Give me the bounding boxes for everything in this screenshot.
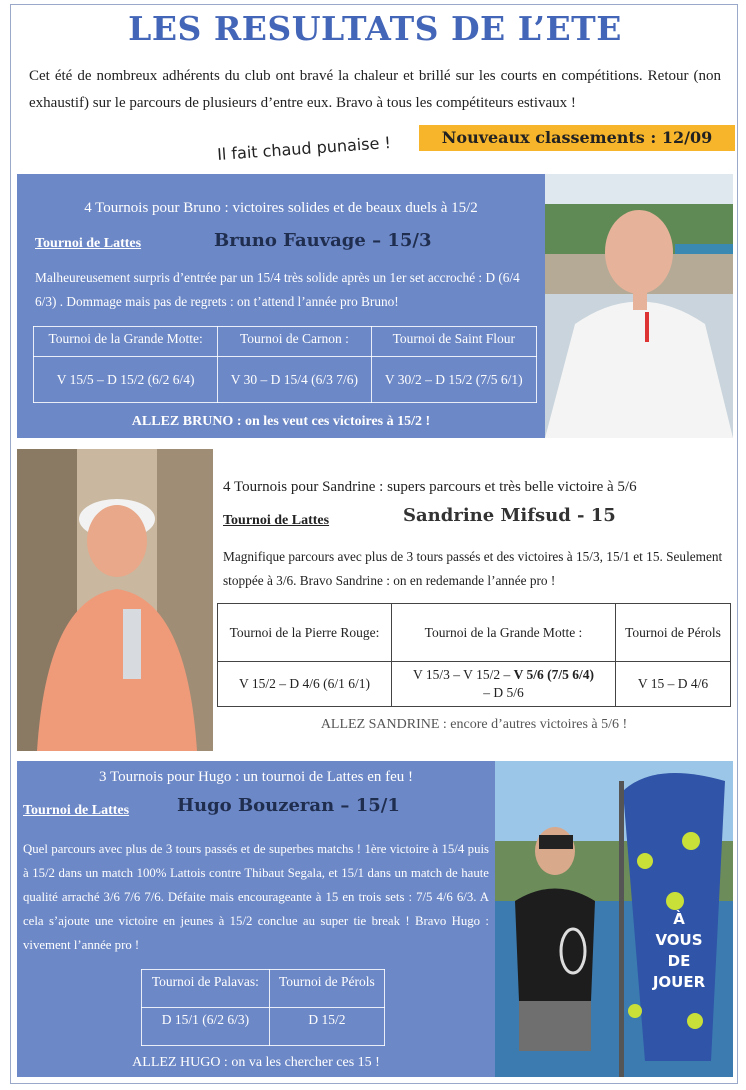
- table-row: [142, 970, 385, 1008]
- new-rankings-badge: Nouveaux classements : 12/09: [419, 125, 735, 151]
- table-cell-multi: [392, 662, 616, 707]
- table-header: Tournoi de Pérols: [269, 970, 384, 1008]
- sandrine-name: Sandrine Mifsud - 15: [403, 505, 616, 526]
- bruno-cheer: ALLEZ BRUNO : on les veut ces victoires à 15/2 !: [131, 414, 431, 429]
- handwritten-note: Il fait chaud punaise !: [216, 132, 392, 165]
- sandrine-results-table: [217, 603, 731, 707]
- bruno-results-table: [33, 326, 537, 403]
- table-row: [218, 604, 731, 662]
- sandrine-cheer: ALLEZ SANDRINE : encore d’autres victoires à 5/6 !: [320, 717, 628, 732]
- hugo-name: Hugo Bouzeran – 15/1: [177, 795, 400, 816]
- sandrine-headline: 4 Tournois pour Sandrine : supers parcours et très belle victoire à 5/6: [223, 479, 637, 495]
- hugo-results-table: [141, 969, 385, 1046]
- page-title: LES RESULTATS DE L’ETE: [128, 9, 622, 48]
- table-cell: D 15/1 (6/2 6/3): [142, 1008, 270, 1046]
- hugo-text: Quel parcours avec plus de 3 tours passés et de superbes matchs ! 1ère victoire à 15/4 puis à 15/2 dans un match 100% Lattois contre Thibaut Segala, et 15/1 dans un match de haute qualité arraché 3/6 7/6 7/6. Défaite mais encourageante à 15 en trois sets : 7/5 4/6 6/3. A cela s’ajoute une victoire en jeunes à 15/2 conclue au super tie break ! Bravo Hugo : vivement l’année pro !: [23, 842, 489, 952]
- sandrine-tournoi-label: Tournoi de Lattes: [223, 513, 330, 528]
- flag-word: JOUER: [652, 973, 706, 991]
- hugo-cheer: ALLEZ HUGO : on va les chercher ces 15 !: [132, 1055, 380, 1070]
- table-cell: V 30/2 – D 15/2 (7/5 6/1): [371, 357, 536, 403]
- sandrine-photo: [17, 449, 213, 751]
- flag-text: [639, 909, 719, 993]
- table-row: [34, 357, 537, 403]
- sandrine-text: Magnifique parcours avec plus de 3 tours passés et des victoires à 15/3, 15/1 et 15. Seulement stoppée à 3/6. Bravo Sandrine : on en redemande l’année pro !: [223, 549, 723, 588]
- table-cell: V 30 – D 15/4 (6/3 7/6): [218, 357, 371, 403]
- page: [10, 4, 738, 1084]
- bruno-panel: [17, 174, 545, 438]
- flag-word: DE: [667, 952, 691, 970]
- table-cell: V 15 – D 4/6: [616, 662, 731, 707]
- intro-paragraph: Cet été de nombreux adhérents du club ont bravé la chaleur et brillé sur les courts en compétitions. Retour (non exhaustif) sur le parcours de plusieurs d’entre eux. Bravo à tous les compétiteurs estivaux !: [29, 68, 721, 111]
- table-header: Tournoi de Palavas:: [142, 970, 270, 1008]
- hugo-tournoi-label: Tournoi de Lattes: [23, 803, 130, 818]
- table-cell: D 15/2: [269, 1008, 384, 1046]
- flag-word: VOUS: [655, 931, 703, 949]
- bruno-photo: [545, 174, 733, 438]
- table-header: Tournoi de Carnon :: [218, 327, 371, 357]
- bruno-name: Bruno Fauvage – 15/3: [214, 230, 432, 251]
- table-header: Tournoi de la Grande Motte:: [34, 327, 218, 357]
- table-header: Tournoi de Pérols: [616, 604, 731, 662]
- table-cell: V 15/5 – D 15/2 (6/2 6/4): [34, 357, 218, 403]
- table-row: [142, 1008, 385, 1046]
- hugo-photo: [495, 761, 733, 1077]
- table-row: [34, 327, 537, 357]
- table-header: Tournoi de la Pierre Rouge:: [218, 604, 392, 662]
- hugo-headline: 3 Tournois pour Hugo : un tournoi de Lattes en feu !: [98, 769, 414, 785]
- table-header: Tournoi de Saint Flour: [371, 327, 536, 357]
- bruno-headline: 4 Tournois pour Bruno : victoires solides et de beaux duels à 15/2: [84, 200, 478, 216]
- hugo-panel: [17, 761, 495, 1077]
- table-header: Tournoi de la Grande Motte :: [392, 604, 616, 662]
- table-row: [218, 662, 731, 707]
- bruno-text: Malheureusement surpris d’entrée par un 15/4 très solide après un 1er set accroché : D (6/4 6/3) . Dommage mais pas de regrets : on t’attend l’année pro Bruno!: [35, 270, 520, 309]
- table-cell: V 15/2 – D 4/6 (6/1 6/1): [218, 662, 392, 707]
- cell-text-tail: – D 5/6: [483, 685, 524, 700]
- bruno-tournoi-label: Tournoi de Lattes: [35, 236, 142, 251]
- cell-text: V 15/3 – V 15/2 –: [413, 667, 511, 682]
- flag-word: À: [673, 910, 685, 928]
- cell-text-bold: V 5/6 (7/5 6/4): [513, 667, 594, 682]
